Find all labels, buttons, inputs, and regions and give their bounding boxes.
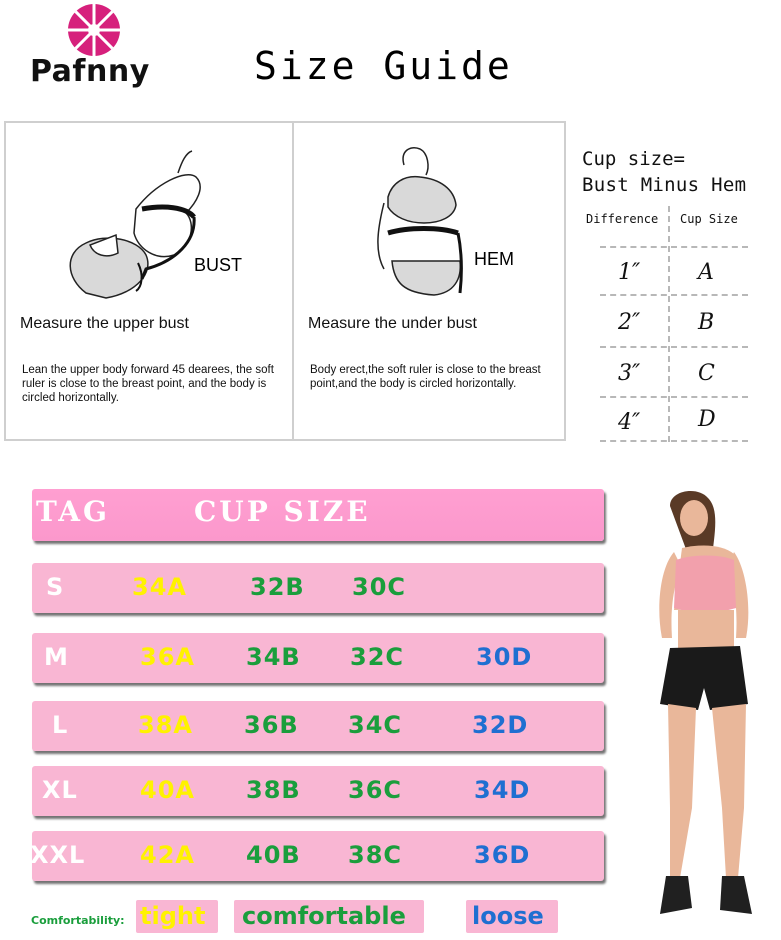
upper-bust-heading: Measure the upper bust <box>20 315 189 332</box>
model-photo <box>630 488 780 933</box>
brand-name: Pafnny <box>30 54 150 89</box>
under-bust-figure <box>344 143 574 303</box>
difference-value: 3″ <box>618 361 641 386</box>
page-title: Size Guide <box>254 44 513 88</box>
cup-size-d: 36D <box>474 841 531 869</box>
size-tag: M <box>44 643 69 671</box>
bust-label: BUST <box>194 255 243 275</box>
legend-loose <box>466 900 558 933</box>
under-bust-heading: Measure the under bust <box>308 315 477 332</box>
cup-size-c: 36C <box>348 776 403 804</box>
legend-comfortable <box>234 900 424 933</box>
cup-size-b: 36B <box>244 711 299 739</box>
cup-formula-line2: Bust Minus Hem <box>582 174 747 196</box>
hem-label: HEM <box>474 249 514 269</box>
upper-bust-figure <box>46 143 276 303</box>
cup-size-b: 34B <box>246 643 301 671</box>
difference-header: Difference <box>586 212 659 226</box>
size-row-xxl <box>32 831 604 881</box>
cup-value: C <box>698 361 715 386</box>
table-row-divider <box>600 246 748 248</box>
under-bust-description: Body erect,the soft ruler is close to the breast point,and the body is circled horizontally. <box>310 364 541 390</box>
table-row-divider <box>600 396 748 398</box>
cup-size-d: 32D <box>472 711 529 739</box>
flower-logo-icon <box>66 2 122 58</box>
size-tag: L <box>52 711 69 739</box>
legend-comfortable-text: comfortable <box>242 902 406 930</box>
cup-size-c: 34C <box>348 711 403 739</box>
difference-value: 4″ <box>618 410 641 435</box>
size-tag: XXL <box>30 841 86 869</box>
cup-size-a: 38A <box>138 711 193 739</box>
cup-size-b: 32B <box>250 573 305 601</box>
size-tag: XL <box>42 776 78 804</box>
upper-bust-panel <box>6 123 291 439</box>
cup-size-d: 34D <box>474 776 531 804</box>
table-row-divider <box>600 294 748 296</box>
difference-value: 2″ <box>618 310 641 335</box>
legend-loose-text: loose <box>472 902 544 930</box>
comfortability-label: Comfortability: <box>31 914 125 927</box>
table-row-divider <box>600 440 748 442</box>
cup-size-c: 32C <box>350 643 405 671</box>
cup-size-b: 38B <box>246 776 301 804</box>
cup-difference-table <box>586 206 748 442</box>
upper-bust-description: Lean the upper body forward 45 dearees, the soft ruler is close to the breast point, and the body is circled horizontally. <box>22 364 274 404</box>
size-row-s <box>32 563 604 613</box>
cup-size-c: 30C <box>352 573 407 601</box>
cup-size-header: Cup Size <box>680 212 738 226</box>
legend-tight-text: tight <box>140 902 206 930</box>
cup-size-b: 40B <box>246 841 301 869</box>
cup-size-title: CUP SIZE <box>194 495 371 528</box>
cup-size-a: 34A <box>132 573 187 601</box>
cup-size-c: 38C <box>348 841 403 869</box>
tag-header: TAG <box>36 495 110 528</box>
difference-value: 1″ <box>618 260 641 285</box>
size-row-l <box>32 701 604 751</box>
size-row-m <box>32 633 604 683</box>
cup-formula-line1: Cup size= <box>582 148 685 170</box>
cup-value: B <box>698 310 715 335</box>
table-row-divider <box>600 346 748 348</box>
legend-tight <box>136 900 218 933</box>
measure-instructions <box>4 121 566 441</box>
cup-size-a: 40A <box>140 776 195 804</box>
cup-size-a: 36A <box>140 643 195 671</box>
size-row-xl <box>32 766 604 816</box>
table-column-divider <box>668 206 670 442</box>
cup-value: A <box>698 260 714 285</box>
size-tag: S <box>46 573 65 601</box>
under-bust-panel <box>292 123 566 439</box>
cup-size-d: 30D <box>476 643 533 671</box>
size-table-header <box>32 489 604 541</box>
cup-size-a: 42A <box>140 841 195 869</box>
cup-value: D <box>698 407 716 432</box>
